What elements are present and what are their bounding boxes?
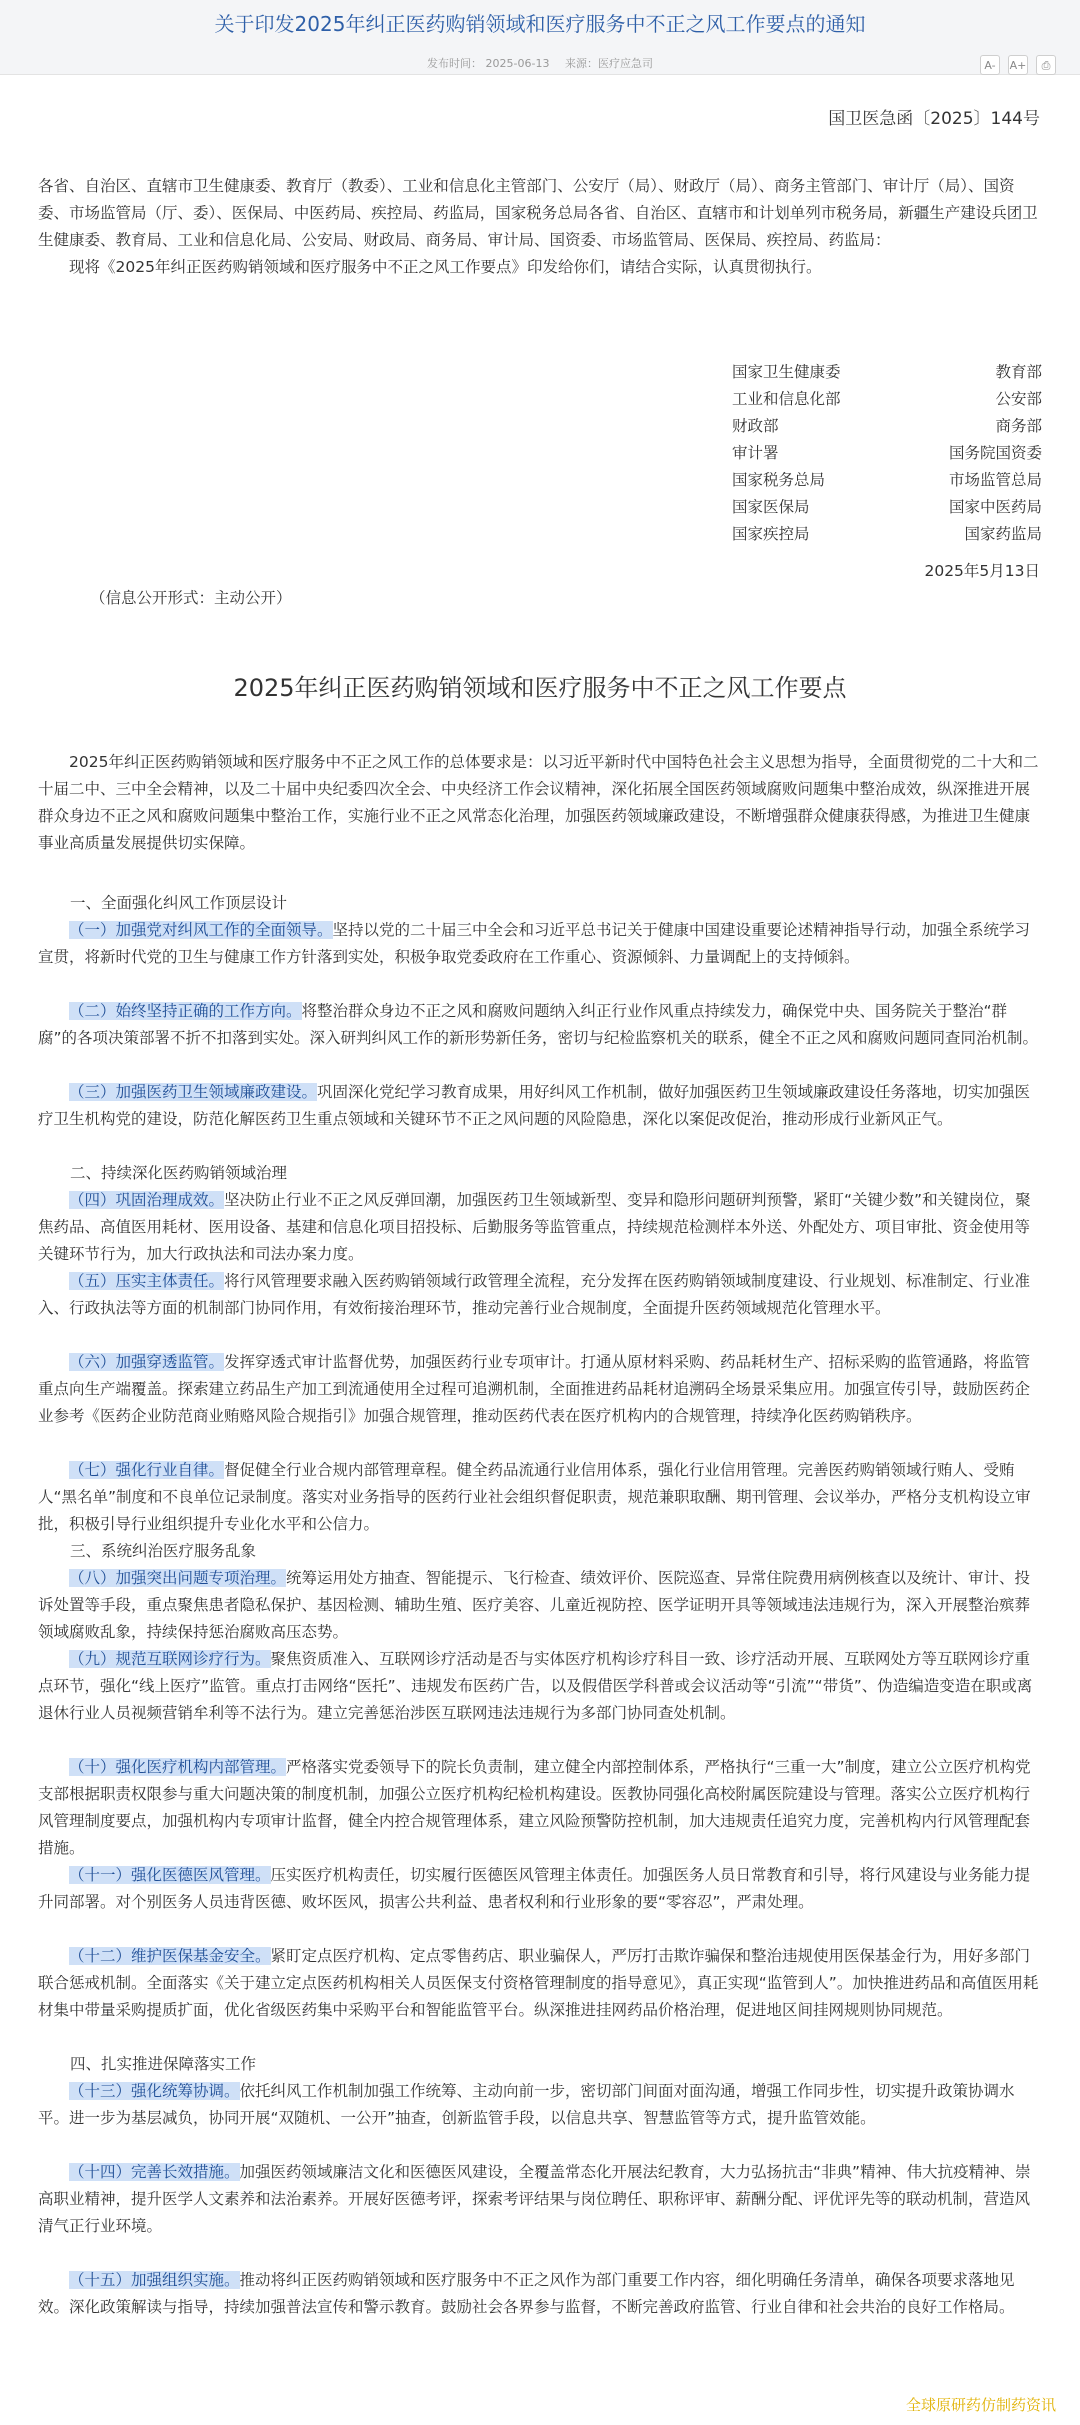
agency-name: 公安部 [995, 390, 1042, 408]
agency-name: 国家中医药局 [948, 498, 1042, 516]
item-heading: （八）加强突出问题专项治理。 [69, 1569, 287, 1587]
work-item [38, 917, 1042, 971]
item-heading: （五）压实主体责任。 [69, 1272, 225, 1290]
item-body: 发挥穿透式审计监督优势，加强医药行业专项审计。打通从原材料采购、药品耗材生产、招标采购的监管通路，将监管重点向生产端覆盖。探索建立药品生产加工到流通使用全过程可追溯机制，全面推进药品耗材追溯码全场景采集应用。加强宣传引导，鼓励医药企业参考《医药企业防范商业贿赂风险合规指引》加强合规管理，推动医药代表在医疗机构内的合规管理，持续净化医药购销秩序。 [38, 1353, 1031, 1425]
agency-name: 商务部 [995, 417, 1042, 435]
item-heading: （十五）加强组织实施。 [69, 2271, 240, 2289]
work-item [38, 1079, 1042, 1133]
section-heading-2: 二、持续深化医药购销领域治理 [70, 1164, 288, 1182]
article-meta [0, 55, 1080, 71]
agency-row [732, 413, 1042, 440]
page-header [0, 0, 1080, 75]
watermark-text: 全球原研药仿制药资讯 [905, 2396, 1056, 2414]
item-heading: （三）加强医药卫生领域廉政建设。 [69, 1083, 318, 1101]
agency-row [732, 521, 1042, 548]
work-item [38, 2159, 1042, 2240]
item-heading: （六）加强穿透监管。 [69, 1353, 225, 1371]
item-heading: （十四）完善长效措施。 [69, 2163, 240, 2181]
work-item [38, 1754, 1042, 1862]
agency-row [732, 440, 1042, 467]
item-heading: （四）巩固治理成效。 [69, 1191, 225, 1209]
item-body: 坚决防止行业不正之风反弹回潮，加强医药卫生领域新型、变异和隐形问题研判预警，紧盯“关键少数”和关键岗位，聚焦药品、高值医用耗材、医用设备、基建和信息化项目招投标、后勤服务等监管重点，持续规范检测样本外送、外配处方、项目审批、资金使用等关键环节行为，加大行政执法和司法办案力度。 [38, 1191, 1031, 1263]
agency-name: 国家医保局 [732, 498, 810, 516]
work-item [38, 1268, 1042, 1322]
item-heading: （十）强化医疗机构内部管理。 [69, 1758, 287, 1776]
item-body: 将整治群众身边不正之风和腐败问题纳入纠正行业作风重点持续发力，确保党中央、国务院关于整治“群腐”的各项决策部署不折不扣落到实处。深入研判纠风工作的新形势新任务，密切与纪检监察机关的联系，健全不正之风和腐败问题同查同治机制。 [38, 1002, 1039, 1047]
work-item [38, 1349, 1042, 1430]
work-item [38, 1862, 1042, 1916]
page-title: 关于印发2025年纠正医药购销领域和医疗服务中不正之风工作要点的通知 [214, 12, 866, 36]
agency-row [732, 494, 1042, 521]
item-heading: （九）规范互联网诊疗行为。 [69, 1650, 271, 1668]
work-item [38, 998, 1042, 1052]
item-body: 压实医疗机构责任，切实履行医德医风管理主体责任。加强医务人员日常教育和引导，将行风建设与业务能力提升同部署。对个别医务人员违背医德、败坏医风，损害公共利益、患者权利和行业形象的要“零容忍”，严肃处理。 [38, 1866, 1031, 1911]
font-decrease-button[interactable]: A- [980, 55, 1000, 75]
agency-name: 教育部 [995, 363, 1042, 381]
item-body: 巩固深化党纪学习教育成果，用好纠风工作机制，做好加强医药卫生领域廉政建设任务落地，切实加强医疗卫生机构党的建设，防范化解医药卫生重点领域和关键环节不正之风问题的风险隐患，深化以案促改促治，推动形成行业新风正气。 [38, 1083, 1031, 1128]
agency-row [732, 359, 1042, 386]
disclosure-note: （信息公开形式：主动公开） [90, 589, 292, 607]
item-body: 督促健全行业合规内部管理章程。健全药品流通行业信用体系，强化行业信用管理。完善医药购销领域行贿人、受贿人“黑名单”制度和不良单位记录制度。落实对业务指导的医药行业社会组织督促职责，规范兼职取酬、期刊管理、会议举办，严格分支机构设立审批，积极引导行业组织提升专业化水平和公信力。 [38, 1461, 1031, 1533]
work-item [38, 2267, 1042, 2321]
item-body: 坚持以党的二十届三中全会和习近平总书记关于健康中国建设重要论述精神指导行动，加强全系统学习宣贯，将新时代党的卫生与健康工作方针落到实处，积极争取党委政府在工作重心、资源倾斜、力量调配上的支持倾斜。 [38, 921, 1031, 966]
agency-name: 市场监管总局 [948, 471, 1042, 489]
item-heading: （十二）维护医保基金安全。 [69, 1947, 271, 1965]
section-heading-4: 四、扎实推进保障落实工作 [70, 2055, 257, 2073]
item-body: 将行风管理要求融入医药购销领域行政管理全流程，充分发挥在医药购销领域制度建设、行业规划、标准制定、行业准入、行政执法等方面的机制部门协同作用，有效衔接治理环节，推动完善行业合规制度，全面提升医药领域规范化管理水平。 [38, 1272, 1031, 1317]
agency-row [732, 386, 1042, 413]
work-item [38, 1187, 1042, 1268]
document-number: 国卫医急函〔2025〕144号 [828, 109, 1040, 129]
item-body: 依托纠风工作机制加强工作统筹、主动向前一步，密切部门间面对面沟通，增强工作同步性，切实提升政策协调水平。进一步为基层减负，协同开展“双随机、一公开”抽查，创新监管手段，以信息共享、智慧监管等方式，提升监管效能。 [38, 2082, 1015, 2127]
section-heading-1: 一、全面强化纠风工作顶层设计 [70, 894, 288, 912]
intro-paragraph: 2025年纠正医药购销领域和医疗服务中不正之风工作的总体要求是：以习近平新时代中国特色社会主义思想为指导，全面贯彻党的二十大和二十届二中、三中全会精神，以及二十届中央纪委四次全会、中央经济工作会议精神，深化拓展全国医药领域腐败问题集中整治成效，纵深推进开展群众身边不正之风和腐败问题集中整治工作，实施行业不正之风常态化治理，加强医药领域廉政建设，不断增强群众健康获得感，为推进卫生健康事业高质量发展提供切实保障。 [38, 753, 1039, 852]
work-item [38, 2078, 1042, 2132]
agency-name: 工业和信息化部 [732, 390, 841, 408]
work-item [38, 1457, 1042, 1538]
item-heading: （二）始终坚持正确的工作方向。 [69, 1002, 302, 1020]
document-title: 2025年纠正医药购销领域和医疗服务中不正之风工作要点 [233, 674, 847, 702]
item-body: 统筹运用处方抽查、智能提示、飞行检查、绩效评价、医院巡查、异常住院费用病例核查以及统计、审计、投诉处置等手段，重点聚焦患者隐私保护、基因检测、辅助生殖、医疗美容、儿童近视防控、医学证明开具等领域违法违规行为，深入开展整治殡葬领域腐败乱象，持续保持惩治腐败高压态势。 [38, 1569, 1031, 1641]
item-body: 紧盯定点医疗机构、定点零售药店、职业骗保人，严厉打击欺诈骗保和整治违规使用医保基金行为，用好多部门联合惩戒机制。全面落实《关于建立定点医药机构相关人员医保支付资格管理制度的指导意见》，真正实现“监管到人”。加快推进药品和高值医用耗材集中带量采购提质扩面，优化省级医药集中采购平台和智能监管平台。纵深推进挂网药品价格治理，促进地区间挂网规则协同规范。 [38, 1947, 1039, 2019]
recipients: 各省、自治区、直辖市卫生健康委、教育厅（教委）、工业和信息化主管部门、公安厅（局）、财政厅（局）、商务主管部门、审计厅（局）、国资委、市场监管局（厅、委）、医保局、中医药局、疾控局、药监局，国家税务总局各省、自治区、直辖市和计划单列市税务局，新疆生产建设兵团卫生健康委、教育局、工业和信息化局、公安局、财政局、商务局、审计局、国资委、市场监管局、医保局、疾控局、药监局： [38, 177, 1038, 249]
sign-date: 2025年5月13日 [924, 562, 1040, 580]
section-heading-3: 三、系统纠治医疗服务乱象 [70, 1542, 257, 1560]
agency-name: 财政部 [732, 417, 779, 435]
source-label: 来源：医疗应急司 [564, 57, 653, 70]
agency-name: 国务院国资委 [948, 444, 1042, 462]
item-body: 严格落实党委领导下的院长负责制，建立健全内部控制体系，严格执行“三重一大”制度，建立公立医疗机构党支部根据职责权限参与重大问题决策的制度机制，加强公立医疗机构纪检机构建设。医教协同强化高校附属医院建设与管理。落实公立医疗机构行风管理制度要点，加强机构内专项审计监督，健全内控合规管理体系，建立风险预警防控机制，加大违规责任追究力度，完善机构内行风管理配套措施。 [38, 1758, 1031, 1857]
item-body: 加强医药领域廉洁文化和医德医风建设，全覆盖常态化开展法纪教育，大力弘扬抗击“非典”精神、伟大抗疫精神、崇高职业精神，提升医学人文素养和法治素养。开展好医德考评，探索考评结果与岗位聘任、职称评审、薪酬分配、评优评先等的联动机制，营造风清气正行业环境。 [38, 2163, 1031, 2235]
article-tools [980, 55, 1056, 75]
print-icon[interactable]: ⎙ [1036, 55, 1056, 75]
agency-row [732, 467, 1042, 494]
work-item [38, 1565, 1042, 1646]
work-item [38, 1943, 1042, 2024]
font-increase-button[interactable]: A+ [1008, 55, 1028, 75]
item-body: 推动将纠正医药购销领域和医疗服务中不正之风作为部门重要工作内容，细化明确任务清单，确保各项要求落地见效。深化政策解读与指导，持续加强普法宣传和警示教育。鼓励社会各界参与监督，不断完善政府监管、行业自律和社会共治的良好工作格局。 [38, 2271, 1015, 2316]
agency-name: 审计署 [732, 444, 779, 462]
agency-name: 国家卫生健康委 [732, 363, 841, 381]
item-heading: （一）加强党对纠风工作的全面领导。 [69, 921, 333, 939]
agency-name: 国家药监局 [964, 525, 1042, 543]
agency-name: 国家疾控局 [732, 525, 810, 543]
item-heading: （十一）强化医德医风管理。 [69, 1866, 271, 1884]
item-heading: （七）强化行业自律。 [69, 1461, 225, 1479]
notice-body: 现将《2025年纠正医药购销领域和医疗服务中不正之风工作要点》印发给你们，请结合实际，认真贯彻执行。 [69, 258, 822, 276]
work-item [38, 1646, 1042, 1727]
item-heading: （十三）强化统筹协调。 [69, 2082, 240, 2100]
publish-date: 发布时间： 2025-06-13 [427, 57, 550, 70]
item-body: 聚焦资质准入、互联网诊疗活动是否与实体医疗机构诊疗科目一致、诊疗活动开展、互联网处方等互联网诊疗重点环节，强化“线上医疗”监管。重点打击网络“医托”、违规发布医药广告，以及假借医学科普或会议活动等“引流”“带货”、伪造编造变造在职或离退休行业人员视频营销牟利等不法行为。建立完善惩治涉医互联网违法违规行为多部门协同查处机制。 [38, 1650, 1033, 1722]
agency-name: 国家税务总局 [732, 471, 826, 489]
issuing-agencies [732, 359, 1042, 548]
